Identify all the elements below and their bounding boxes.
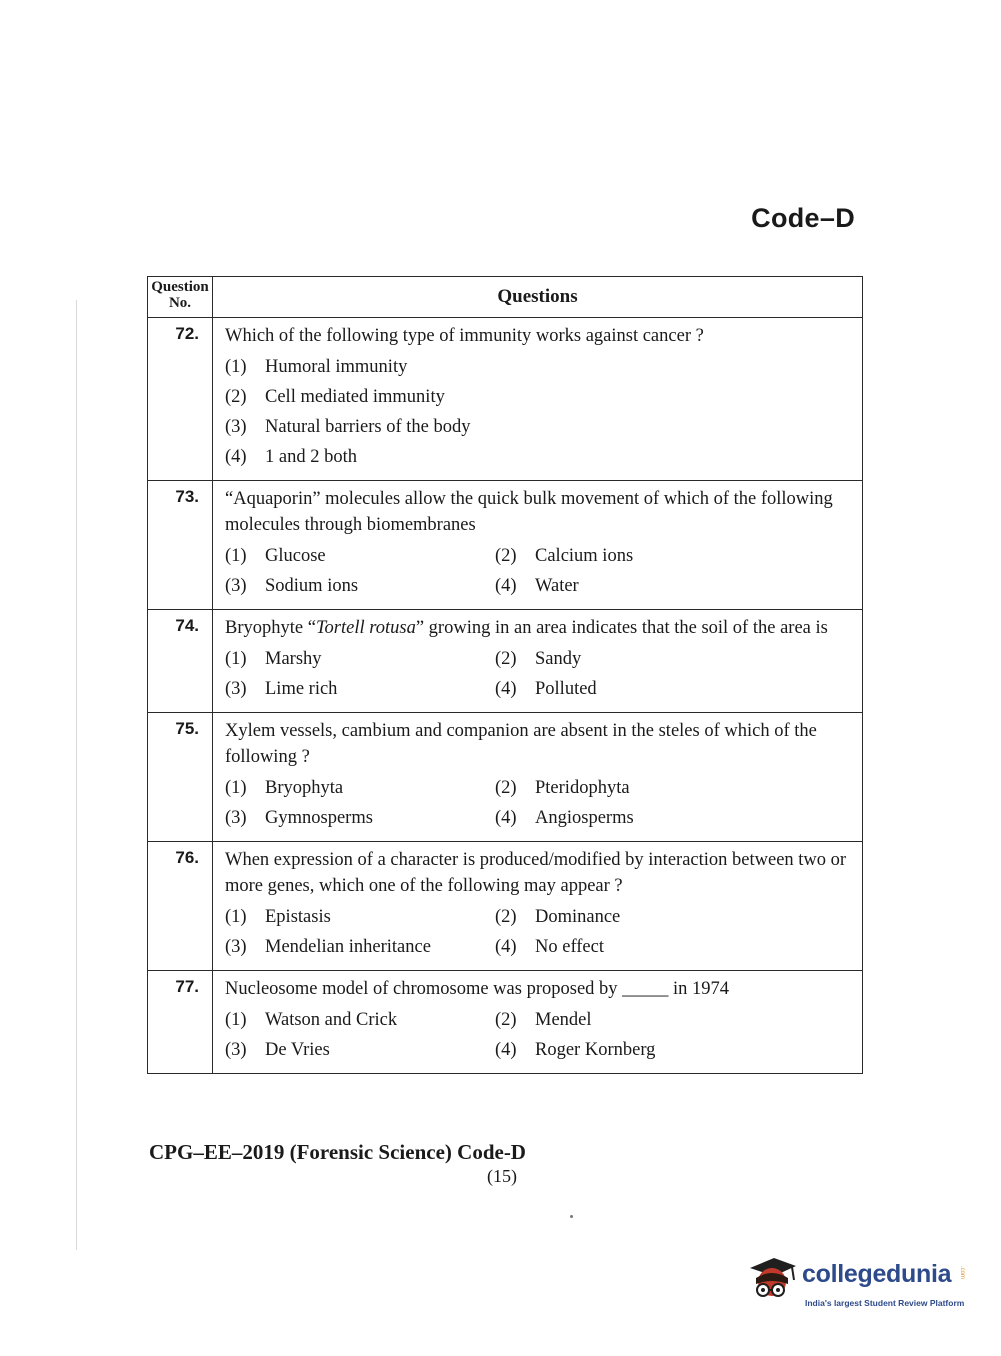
option-number: (2) [495,649,517,669]
scan-speck [570,1215,573,1218]
question-row-75 [148,713,863,842]
option-number: (4) [495,1040,517,1060]
option-text: Cell mediated immunity [265,387,445,407]
option-number: (1) [225,357,247,377]
option-text: Humoral immunity [265,357,408,377]
option-number: (1) [225,649,247,669]
option-number: (2) [495,546,517,566]
option-number: (3) [225,417,247,437]
collegedunia-logo [744,1252,974,1322]
option-number: (1) [225,546,247,566]
question-text: Nucleosome model of chromosome was proposed by _____ in 1974 [225,979,730,999]
question-number: 77. [148,971,213,1074]
question-number-header: Question No. [148,277,213,318]
question-text: Which of the following type of immunity works against cancer ? [225,326,704,346]
option-number: (2) [495,907,517,927]
option-number: (4) [495,576,517,596]
option-text: Watson and Crick [265,1010,398,1030]
option-text: 1 and 2 both [265,447,357,467]
option-text: Polluted [535,679,597,699]
option-number: (1) [225,1010,247,1030]
option-text: Calcium ions [535,546,634,566]
option-number: (3) [225,1040,247,1060]
option-number: (3) [225,576,247,596]
option-number: (3) [225,808,247,828]
question-content [213,971,863,1074]
question-content [213,318,863,481]
option-text: Mendel [535,1010,592,1030]
option-number: (4) [495,679,517,699]
logo-wordmark: collegedunia [802,1260,952,1288]
option-number: (3) [225,679,247,699]
footer-exam-code: CPG–EE–2019 (Forensic Science) Code-D [149,1140,526,1164]
option-text: Gymnosperms [265,808,373,828]
option-text: Sodium ions [265,576,359,596]
option-number: (1) [225,907,247,927]
option-text: No effect [535,937,604,957]
option-text: Lime rich [265,679,338,699]
question-number: 73. [148,481,213,610]
option-number: (4) [495,937,517,957]
question-number: 76. [148,842,213,971]
question-text-end: ” growing in an area indicates that the soil of the area is [415,618,828,638]
option-text: Roger Kornberg [535,1040,656,1060]
question-content [213,842,863,971]
questions-table [147,276,863,1074]
table-header-row [148,277,863,318]
option-text: Epistasis [265,907,331,927]
question-row-76 [148,842,863,971]
question-content [213,713,863,842]
option-text: Sandy [535,649,582,669]
mascot-icon [744,1252,802,1312]
option-text: Pteridophyta [535,778,630,798]
option-text: Angiosperms [535,808,634,828]
logo-tagline: India's largest Student Review Platform [805,1298,965,1308]
question-row-74 [148,610,863,713]
option-number: (2) [495,1010,517,1030]
option-number: (2) [225,387,247,407]
question-text: Xylem vessels, cambium and companion are absent in the steles of which of the following ? [225,721,817,767]
option-number: (3) [225,937,247,957]
option-number: (4) [495,808,517,828]
option-text: Bryophyta [265,778,344,798]
page-number: (15) [487,1166,517,1186]
species-name: Tortell rotusa [315,618,416,638]
option-text: Natural barriers of the body [265,417,471,437]
option-text: Dominance [535,907,621,927]
question-row-77 [148,971,863,1074]
option-text: De Vries [265,1040,330,1060]
questions-header: Questions [213,277,863,318]
question-row-72 [148,318,863,481]
question-text [225,615,858,641]
option-number: (4) [225,447,247,467]
option-number: (1) [225,778,247,798]
question-number: 74. [148,610,213,713]
question-row-73 [148,481,863,610]
question-number: 75. [148,713,213,842]
option-text: Glucose [265,546,326,566]
option-text: Mendelian inheritance [265,937,431,957]
exam-code-header: Code–D [751,203,855,233]
option-number: (2) [495,778,517,798]
scan-margin-line [76,300,77,1250]
question-number: 72. [148,318,213,481]
question-content [213,610,863,713]
question-content [213,481,863,610]
question-text: When expression of a character is produced/modified by interaction between two or more genes, which one of the following may appear ? [225,850,847,896]
option-text: Marshy [265,649,322,669]
logo-domain-suffix: .com [959,1266,965,1280]
question-text-start: Bryophyte “ [225,618,316,638]
question-text: “Aquaporin” molecules allow the quick bulk movement of which of the following molecules through biomembranes [225,489,833,535]
option-text: Water [535,576,579,596]
